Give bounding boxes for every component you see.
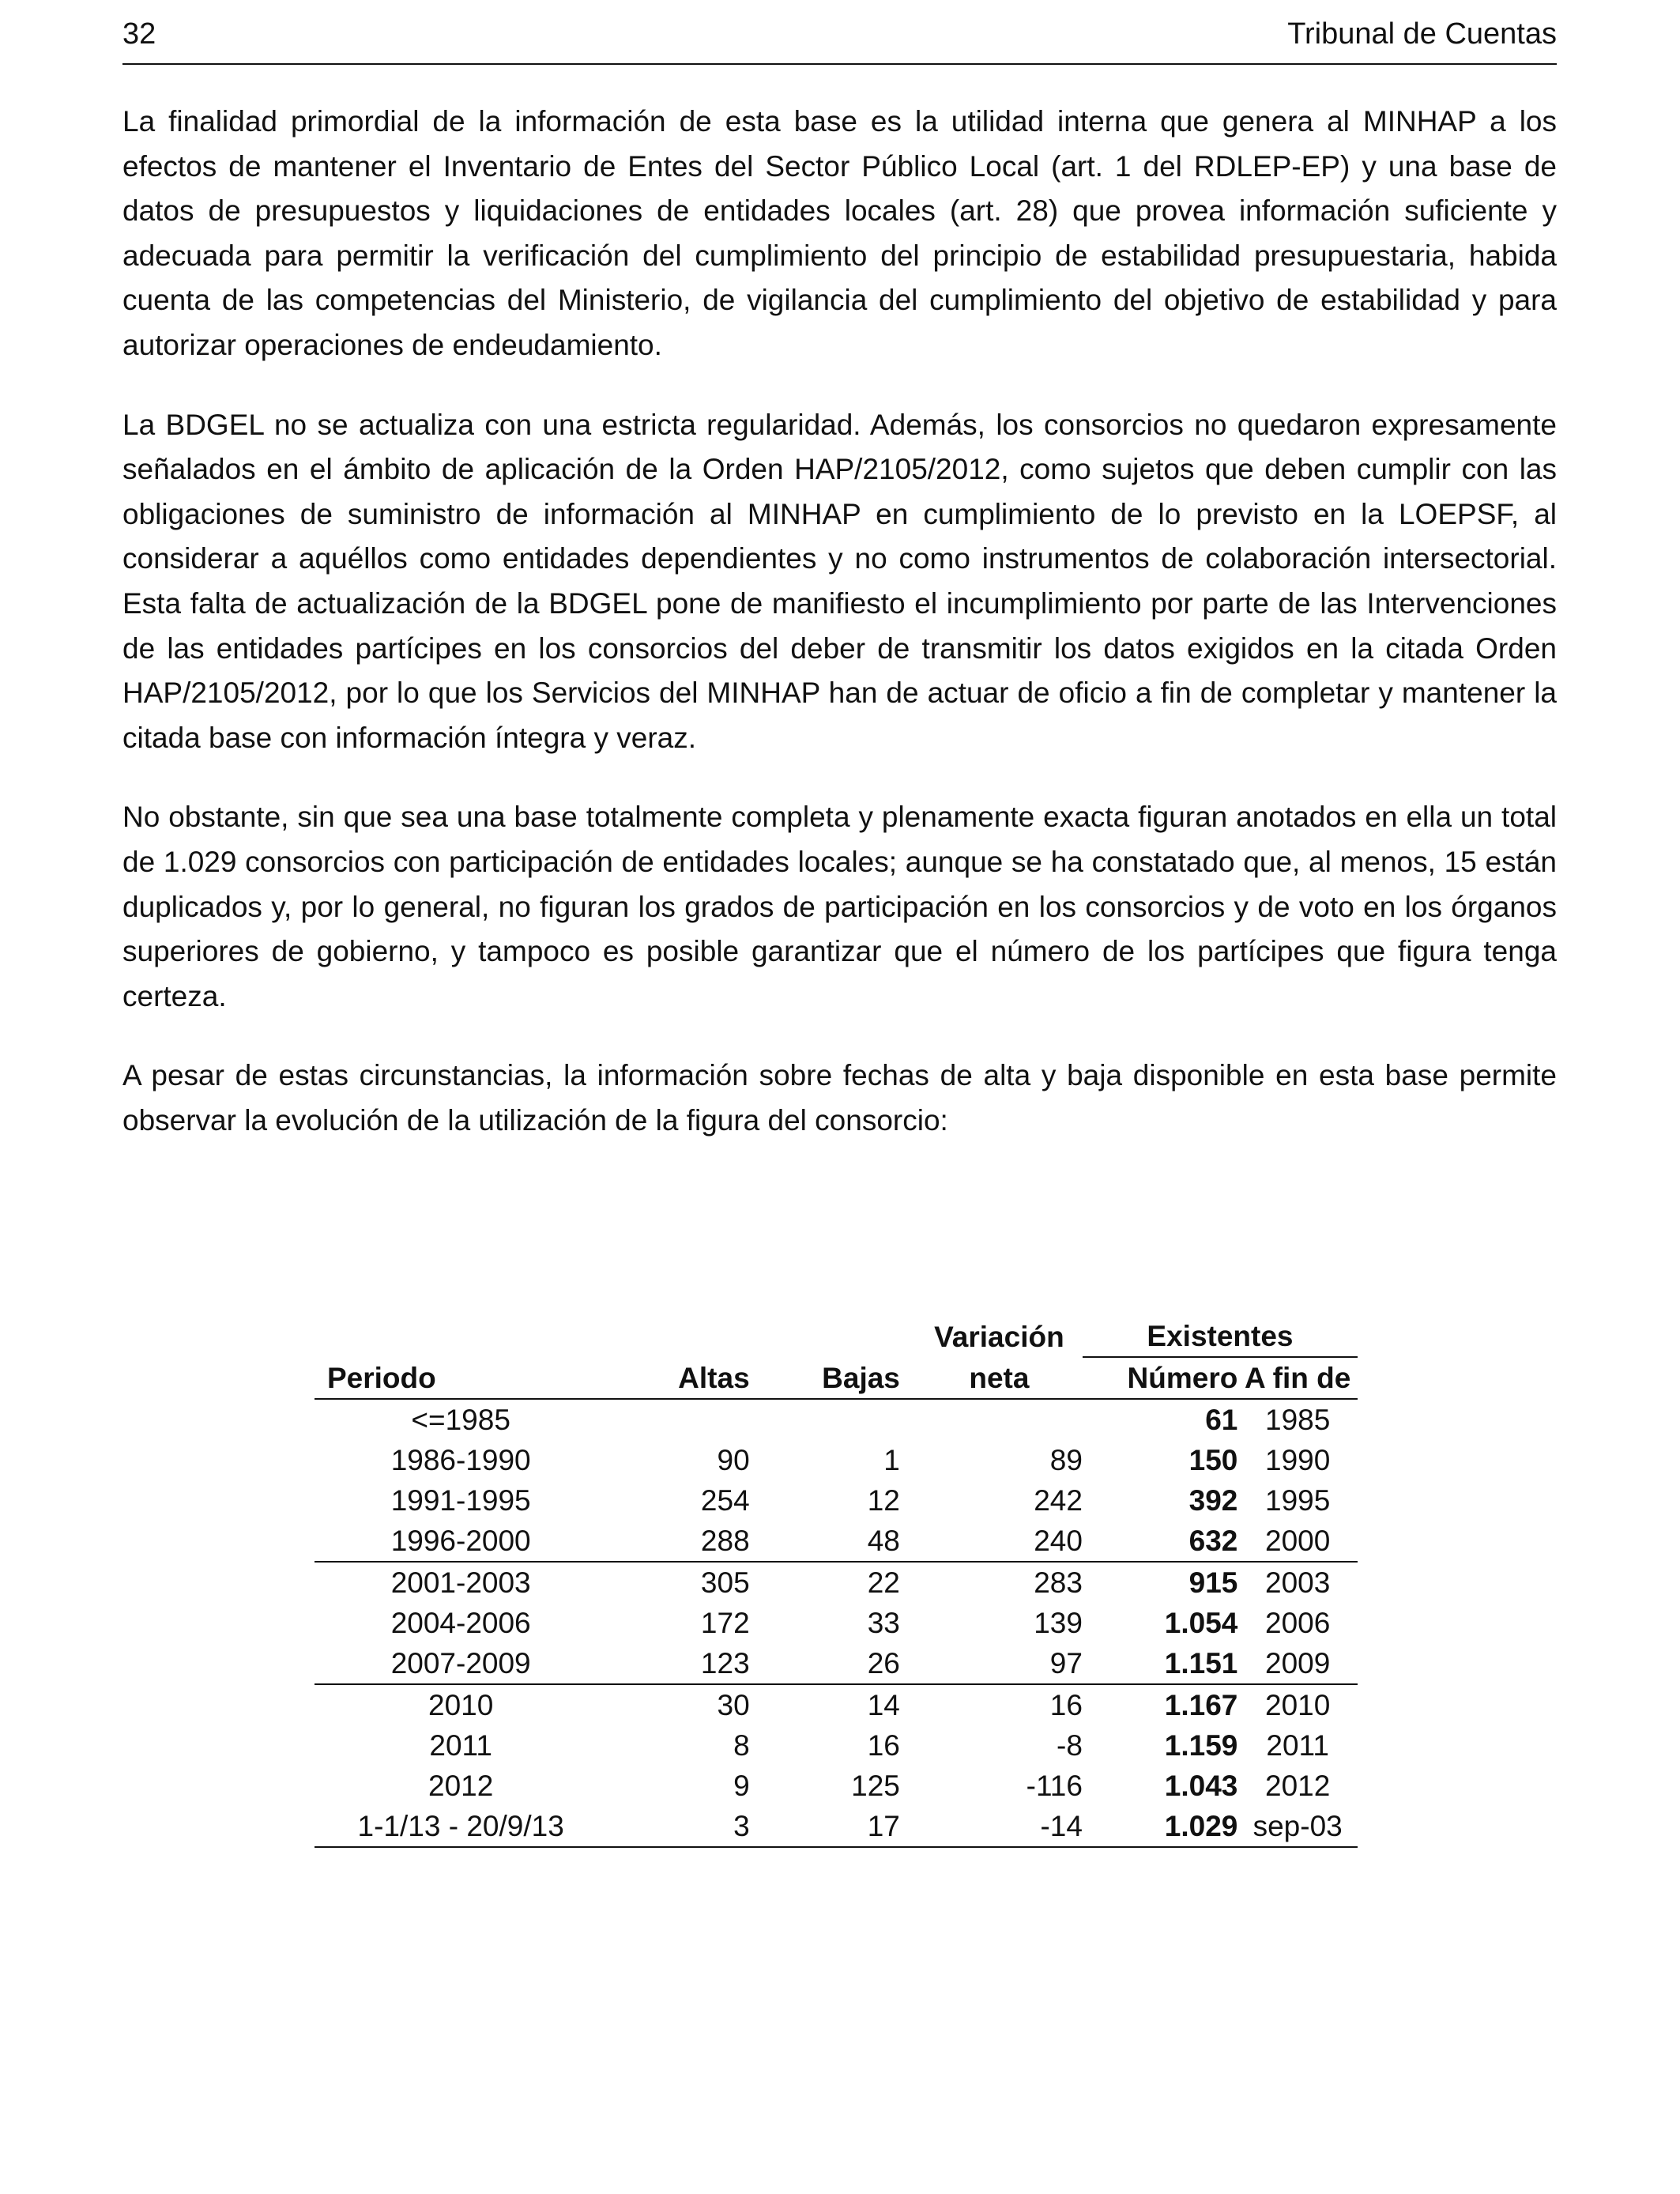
table-row <box>315 1725 1358 1766</box>
cell-numero: 915 <box>1188 1566 1238 1599</box>
cell-variacion: -8 <box>1057 1729 1083 1762</box>
header-bajas: Bajas <box>750 1357 900 1399</box>
cell-numero: 1.151 <box>1083 1643 1237 1684</box>
cell-periodo: 2011 <box>429 1729 492 1762</box>
header-numero: Número <box>1083 1357 1237 1399</box>
table-row <box>315 1480 1358 1521</box>
cell-bajas: 12 <box>867 1484 900 1517</box>
cell-variacion: 89 <box>1049 1444 1083 1476</box>
table-row <box>315 1440 1358 1480</box>
cell-fin: 2009 <box>1237 1643 1358 1684</box>
table-header-row <box>315 1316 1358 1357</box>
table-row <box>315 1684 1358 1725</box>
cell-periodo: 1996-2000 <box>315 1521 607 1562</box>
consorcios-table <box>315 1316 1358 1848</box>
cell-bajas: 16 <box>867 1729 900 1762</box>
cell-altas: 90 <box>717 1444 750 1476</box>
cell-numero: 1.159 <box>1164 1729 1238 1762</box>
cell-altas: 288 <box>607 1521 749 1562</box>
cell-bajas: 14 <box>867 1689 900 1721</box>
header-variacion-line1: Variación <box>934 1320 1064 1353</box>
table-row <box>315 1521 1358 1562</box>
cell-fin: sep-03 <box>1237 1806 1358 1847</box>
cell-altas: 254 <box>700 1484 750 1517</box>
running-title: Tribunal de Cuentas <box>1287 17 1557 51</box>
paragraph: No obstante, sin que sea una base totalmente completa y plenamente exacta figuran anotados en ella un total de 1.029 consorcios con participación de entidades locales; aunque se ha constatado que, al menos, 15 están duplicados y, por lo general, no figuran los grados de participación en los consorcios y de voto en los órganos superiores de gobierno, y tampoco es posible garantizar que el número de los partícipes que figura tenga certeza. <box>122 801 1557 1012</box>
paragraph: A pesar de estas circunstancias, la información sobre fechas de alta y baja disponible en esta base permite observar la evolución de la utilización de la figura del consorcio: <box>122 1059 1557 1137</box>
header-existentes: Existentes <box>1083 1316 1358 1357</box>
consorcios-table-wrapper <box>315 1316 1358 1848</box>
table-row <box>315 1766 1358 1806</box>
header-variacion-line2: neta <box>900 1357 1083 1399</box>
cell-periodo: 2010 <box>428 1689 494 1721</box>
cell-numero: 61 <box>1205 1404 1238 1436</box>
table-row <box>315 1643 1358 1684</box>
header-altas: Altas <box>607 1357 749 1399</box>
cell-periodo: 2001-2003 <box>390 1566 531 1599</box>
cell-bajas: 33 <box>867 1607 900 1639</box>
cell-periodo: 1-1/13 - 20/9/13 <box>315 1806 607 1847</box>
cell-bajas: 1 <box>883 1444 900 1476</box>
cell-variacion: 16 <box>1049 1689 1083 1721</box>
cell-bajas: 125 <box>851 1770 900 1802</box>
cell-fin: 2000 <box>1237 1521 1358 1562</box>
cell-fin: 2012 <box>1265 1770 1331 1802</box>
page-header <box>122 17 1557 65</box>
paragraph: La finalidad primordial de la información de esta base es la utilidad interna que genera al MINHAP a los efectos de mantener el Inventario de Entes del Sector Público Local (art. 1 del RDLEP-EP) y una base de datos de presupuestos y liquidaciones de entidades locales (art. 28) que provea información suficiente y adecuada para permitir la verificación del cumplimiento del principio de estabilidad presupuestaria, habida cuenta de las competencias del Ministerio, de vigilancia del cumplimiento del objetivo de estabilidad y para autorizar operaciones de endeudamiento. <box>122 105 1557 361</box>
cell-altas: 30 <box>717 1689 750 1721</box>
cell-numero: 1.167 <box>1164 1689 1238 1721</box>
cell-periodo: <=1985 <box>411 1404 510 1436</box>
cell-numero: 1.043 <box>1164 1770 1238 1802</box>
cell-altas: 123 <box>607 1643 749 1684</box>
cell-altas: 305 <box>700 1566 750 1599</box>
cell-altas: 8 <box>733 1729 750 1762</box>
table-header-row <box>315 1357 1358 1399</box>
cell-variacion: 242 <box>1034 1484 1083 1517</box>
table-row <box>315 1806 1358 1847</box>
header-a-fin-de: A fin de <box>1237 1357 1358 1399</box>
cell-fin: 1985 <box>1265 1404 1331 1436</box>
page-number: 32 <box>122 17 156 51</box>
cell-periodo: 2004-2006 <box>390 1607 531 1639</box>
cell-periodo: 2007-2009 <box>315 1643 607 1684</box>
cell-variacion: 283 <box>1034 1566 1083 1599</box>
paragraph: La BDGEL no se actualiza con una estricta regularidad. Además, los consorcios no quedaron expresamente señalados en el ámbito de aplicación de la Orden HAP/2105/2012, como sujetos que deben cumplir con las obligaciones de suministro de información al MINHAP en cumplimiento de lo previsto en la LOEPSF, al considerar a aquéllos como entidades dependientes y no como instrumentos de colaboración intersectorial. Esta falta de actualización de la BDGEL pone de manifiesto el incumplimiento por parte de las Intervenciones de las entidades partícipes en los consorcios del deber de transmitir los datos exigidos en la citada Orden HAP/2105/2012, por lo que los Servicios del MINHAP han de actuar de oficio a fin de completar y mantener la citada base con información íntegra y veraz. <box>122 408 1557 754</box>
cell-fin: 2003 <box>1265 1566 1331 1599</box>
cell-bajas: 48 <box>750 1521 900 1562</box>
table-row <box>315 1562 1358 1603</box>
cell-fin: 2011 <box>1266 1729 1329 1762</box>
cell-numero: 1.054 <box>1164 1607 1238 1639</box>
cell-fin: 2010 <box>1265 1689 1331 1721</box>
cell-variacion: 139 <box>1034 1607 1083 1639</box>
cell-bajas: 22 <box>867 1566 900 1599</box>
table-row <box>315 1603 1358 1643</box>
cell-numero: 150 <box>1188 1444 1238 1476</box>
cell-altas <box>607 1399 749 1440</box>
cell-numero: 632 <box>1083 1521 1237 1562</box>
cell-fin: 2006 <box>1265 1607 1331 1639</box>
cell-bajas: 17 <box>750 1806 900 1847</box>
cell-variacion: -14 <box>900 1806 1083 1847</box>
cell-periodo: 1991-1995 <box>390 1484 531 1517</box>
cell-altas: 9 <box>733 1770 750 1802</box>
cell-bajas <box>750 1399 900 1440</box>
body-text <box>122 100 1557 1178</box>
cell-periodo: 2012 <box>428 1770 494 1802</box>
cell-variacion <box>900 1399 1083 1440</box>
header-periodo: Periodo <box>315 1357 607 1399</box>
table-row <box>315 1399 1358 1440</box>
cell-bajas: 26 <box>750 1643 900 1684</box>
cell-variacion: -116 <box>1026 1770 1083 1802</box>
cell-altas: 172 <box>700 1607 750 1639</box>
cell-variacion: 97 <box>900 1643 1083 1684</box>
cell-numero: 392 <box>1188 1484 1238 1517</box>
cell-fin: 1990 <box>1265 1444 1331 1476</box>
cell-periodo: 1986-1990 <box>390 1444 531 1476</box>
cell-numero: 1.029 <box>1083 1806 1237 1847</box>
cell-variacion: 240 <box>900 1521 1083 1562</box>
cell-fin: 1995 <box>1265 1484 1331 1517</box>
cell-altas: 3 <box>607 1806 749 1847</box>
